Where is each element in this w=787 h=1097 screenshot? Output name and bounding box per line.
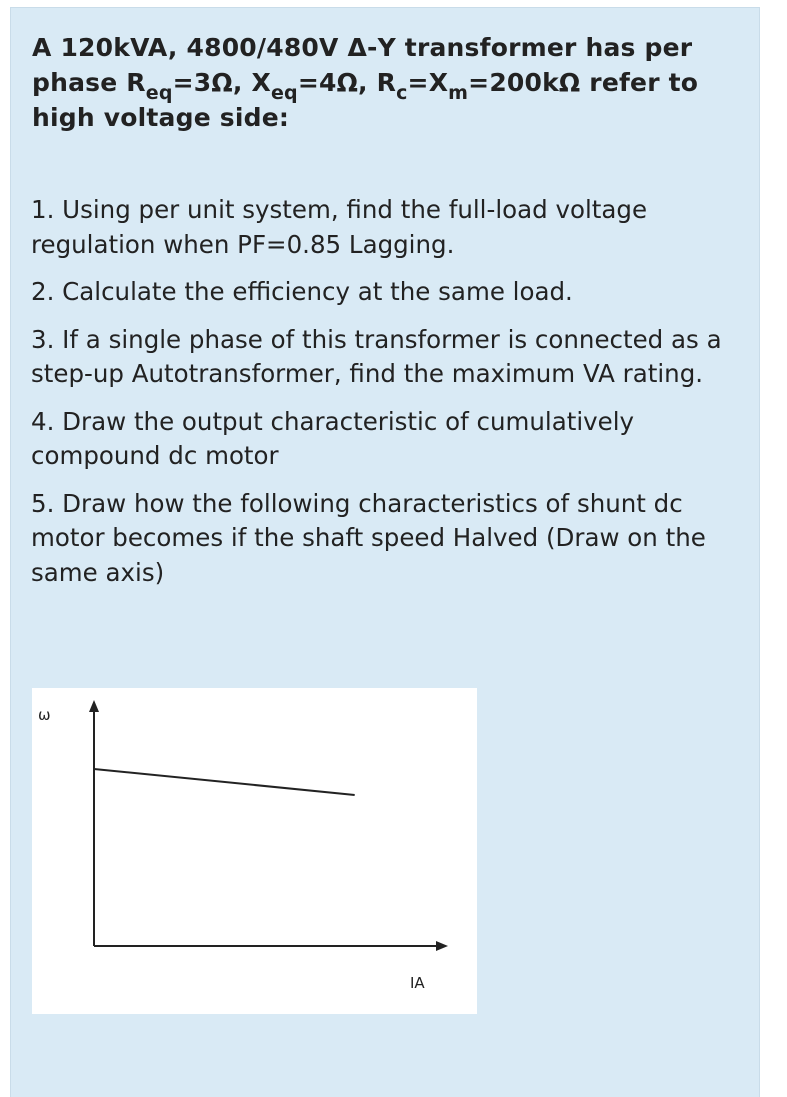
question-list (31, 193, 753, 603)
problem-title-mid2: =4Ω, R (297, 68, 397, 97)
series-group (94, 769, 355, 795)
problem-title-mid1: =3Ω, X (172, 68, 271, 97)
question-item: 3. If a single phase of this transformer is connected as a step-up Autotransformer, find the maximum VA rating. (31, 324, 722, 388)
y-axis-label: ω (38, 706, 51, 724)
subscript-req: eq (145, 82, 173, 104)
x-axis-label: IA (410, 974, 425, 992)
characteristic-chart (32, 688, 477, 1014)
subscript-xeq: eq (270, 82, 298, 104)
question-item: 4. Draw the output characteristic of cumulatively compound dc motor (31, 406, 635, 470)
x-axis-arrowhead-icon (436, 941, 448, 951)
question-panel (10, 7, 760, 1097)
question-item: 2. Calculate the efficiency at the same load. (31, 277, 573, 306)
y-axis-arrowhead-icon (89, 700, 99, 712)
problem-title-end: =200kΩ refer to high voltage side: (32, 68, 699, 132)
question-item: 5. Draw how the following characteristics of shunt dc motor becomes if the shaft speed Halved (Draw on the same axis) (31, 488, 706, 587)
problem-statement (32, 30, 748, 135)
subscript-xm: m (448, 82, 469, 104)
problem-title-start: A 120kVA, 4800/480V Δ-Y transformer has per phase R (32, 33, 693, 97)
series-line-1 (94, 769, 355, 795)
problem-title-mid3: =X (407, 68, 449, 97)
question-item: 1. Using per unit system, find the full-load voltage regulation when PF=0.85 Lagging. (31, 195, 648, 259)
subscript-rc: c (396, 82, 408, 104)
characteristic-figure (32, 688, 477, 1014)
